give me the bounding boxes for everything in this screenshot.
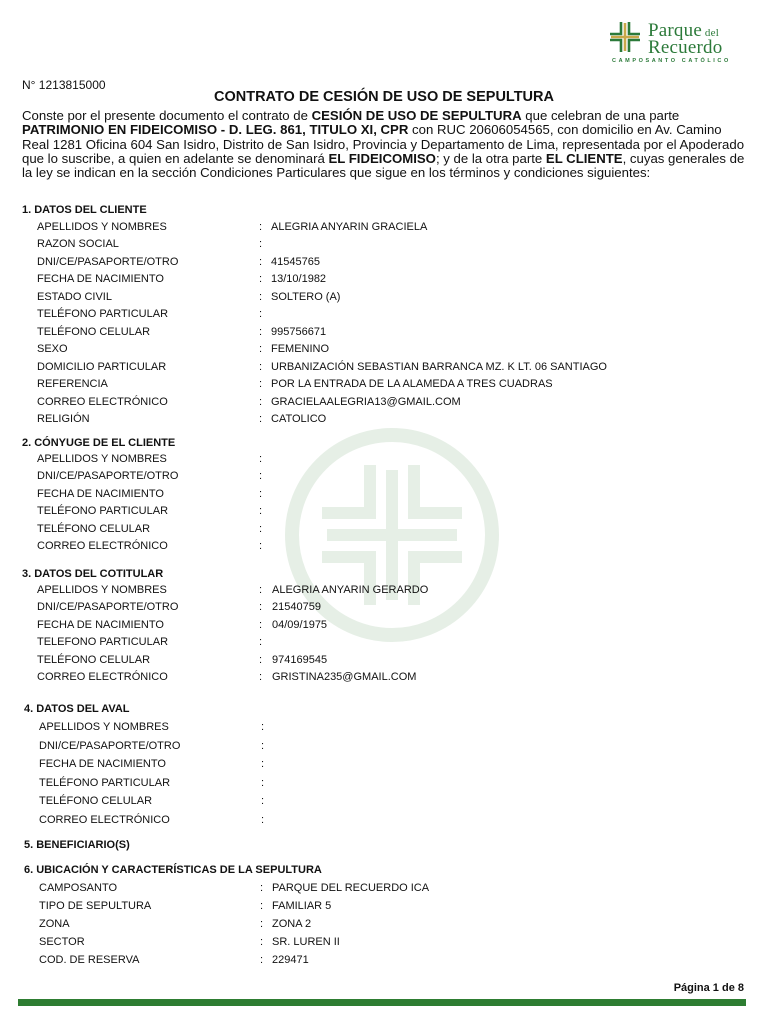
- field-label: CORREO ELECTRÓNICO: [37, 540, 168, 553]
- brand-line2: Recuerdo: [648, 37, 723, 58]
- section-title: 3. DATOS DEL COTITULAR: [22, 568, 164, 580]
- field-label: FECHA DE NACIMIENTO: [37, 618, 164, 631]
- field-value: 21540759: [272, 601, 321, 614]
- field-label: DNI/CE/PASAPORTE/OTRO: [37, 470, 179, 483]
- field-label: ESTADO CIVIL: [37, 290, 112, 303]
- field-label: COD. DE RESERVA: [39, 954, 140, 966]
- field-separator: :: [259, 308, 263, 321]
- field-value: SR. LUREN II: [272, 936, 340, 948]
- field-separator: :: [259, 505, 263, 518]
- field-separator: :: [260, 882, 264, 894]
- field-label: DNI/CE/PASAPORTE/OTRO: [39, 739, 181, 752]
- field-separator: :: [259, 221, 263, 233]
- field-separator: :: [259, 395, 263, 408]
- field-label: APELLIDOS Y NOMBRES: [37, 584, 167, 596]
- field-value: URBANIZACIÓN SEBASTIAN BARRANCA MZ. K LT. 06 SANTIAGO: [271, 360, 607, 373]
- page-indicator: Página 1 de 8: [673, 982, 744, 994]
- field-label: SECTOR: [39, 936, 85, 948]
- field-separator: :: [259, 601, 263, 614]
- field-value: PARQUE DEL RECUERDO ICA: [272, 882, 430, 894]
- field-separator: :: [259, 412, 263, 425]
- document-title: CONTRATO DE CESIÓN DE USO DE SEPULTURA: [214, 89, 554, 105]
- field-separator: :: [259, 584, 263, 596]
- field-value: ZONA 2: [272, 918, 312, 930]
- field-label: TELÉFONO PARTICULAR: [39, 776, 171, 789]
- field-separator: :: [259, 522, 263, 535]
- field-separator: :: [259, 636, 263, 649]
- intro-paragraph: Conste por el presente documento el contrato de CESIÓN DE USO DE SEPULTURA que celebran de una parte PATRIMONIO EN FIDEICOMISO - D. LEG. 861, TITULO XI, CPR con RUC 20606054565, con domicilio en Av. Camino Real 1281 Oficina 604 San Isidro, Distrito de San Isidro, Provincia y Departamento de Lima, representada por el Apoderado que lo suscribe, a quien en adelante se denominará EL FIDEICOMISO; y de la otra parte EL CLIENTE, cuyas generales de la ley se indican en la sección Condiciones Particulares que sigue en los términos y condiciones siguientes:: [22, 108, 745, 181]
- field-label: TIPO DE SEPULTURA: [39, 900, 152, 912]
- field-separator: :: [259, 378, 263, 391]
- field-separator: :: [259, 360, 263, 373]
- field-separator: :: [259, 238, 263, 251]
- field-value: POR LA ENTRADA DE LA ALAMEDA A TRES CUADRAS: [271, 378, 553, 391]
- field-value: SOLTERO (A): [271, 290, 341, 303]
- field-separator: :: [259, 487, 263, 500]
- field-separator: :: [259, 273, 263, 286]
- field-label: FECHA DE NACIMIENTO: [37, 273, 164, 286]
- field-label: TELÉFONO CELULAR: [37, 522, 151, 535]
- field-label: RELIGIÓN: [37, 412, 90, 425]
- field-value: GRISTINA235@GMAIL.COM: [272, 671, 417, 684]
- field-value: FEMENINO: [271, 343, 330, 356]
- field-separator: :: [261, 721, 265, 733]
- field-value: ALEGRIA ANYARIN GRACIELA: [271, 221, 428, 233]
- field-label: CORREO ELECTRÓNICO: [37, 395, 168, 408]
- field-value: 41545765: [271, 255, 320, 268]
- field-value: 974169545: [272, 653, 328, 666]
- field-value: 229471: [272, 954, 309, 966]
- field-separator: :: [259, 255, 263, 268]
- document-number: N° 1213815000: [22, 78, 106, 92]
- field-value: ALEGRIA ANYARIN GERARDO: [272, 584, 429, 596]
- brand-logo: [608, 20, 748, 70]
- field-label: TELÉFONO PARTICULAR: [37, 505, 169, 518]
- field-separator: :: [259, 453, 263, 465]
- field-separator: :: [261, 814, 265, 826]
- footer-bar: [18, 999, 746, 1006]
- field-value: 995756671: [271, 325, 327, 338]
- field-separator: :: [261, 739, 265, 752]
- field-value: CATOLICO: [271, 412, 327, 425]
- field-separator: :: [260, 954, 264, 966]
- field-label: APELLIDOS Y NOMBRES: [37, 221, 167, 233]
- section-title: 5. BENEFICIARIO(S): [24, 839, 130, 851]
- field-value: FAMILIAR 5: [272, 900, 332, 912]
- field-label: TELEFONO PARTICULAR: [37, 636, 169, 649]
- field-separator: :: [259, 343, 263, 356]
- field-label: CAMPOSANTO: [39, 882, 118, 894]
- field-separator: :: [259, 470, 263, 483]
- field-separator: :: [259, 325, 263, 338]
- section-title: 6. UBICACIÓN Y CARACTERÍSTICAS DE LA SEPULTURA: [24, 864, 322, 876]
- field-label: DOMICILIO PARTICULAR: [37, 360, 167, 373]
- field-separator: :: [259, 618, 263, 631]
- brand-tagline: CAMPOSANTO CATÓLICO: [612, 58, 731, 64]
- field-label: ZONA: [39, 918, 70, 930]
- section-title: 4. DATOS DEL AVAL: [24, 703, 130, 715]
- field-label: APELLIDOS Y NOMBRES: [37, 453, 167, 465]
- field-label: TELÉFONO CELULAR: [39, 795, 153, 808]
- field-separator: :: [260, 918, 264, 930]
- field-separator: :: [260, 900, 264, 912]
- field-label: TELÉFONO CELULAR: [37, 653, 151, 666]
- field-label: APELLIDOS Y NOMBRES: [39, 721, 169, 733]
- section-title: 1. DATOS DEL CLIENTE: [22, 204, 147, 216]
- brand-line1: Parque del: [648, 20, 719, 41]
- field-label: FECHA DE NACIMIENTO: [37, 487, 164, 500]
- field-value: 04/09/1975: [272, 618, 328, 631]
- field-label: TELÉFONO PARTICULAR: [37, 308, 169, 321]
- field-label: TELÉFONO CELULAR: [37, 325, 151, 338]
- field-label: DNI/CE/PASAPORTE/OTRO: [37, 255, 179, 268]
- field-label: SEXO: [37, 343, 68, 356]
- cross-logo-icon: [608, 20, 642, 54]
- field-label: REFERENCIA: [37, 378, 108, 391]
- field-separator: :: [259, 290, 263, 303]
- field-separator: :: [259, 653, 263, 666]
- section-title: 2. CÓNYUGE DE EL CLIENTE: [22, 437, 176, 449]
- field-separator: :: [259, 671, 263, 684]
- field-separator: :: [259, 540, 263, 553]
- field-value: GRACIELAALEGRIA13@GMAIL.COM: [271, 395, 461, 408]
- field-label: CORREO ELECTRÓNICO: [39, 814, 170, 826]
- field-label: FECHA DE NACIMIENTO: [39, 758, 166, 771]
- field-separator: :: [260, 936, 264, 948]
- field-label: RAZON SOCIAL: [37, 238, 119, 251]
- field-value: 13/10/1982: [271, 273, 327, 286]
- field-label: DNI/CE/PASAPORTE/OTRO: [37, 601, 179, 614]
- field-separator: :: [261, 795, 265, 808]
- field-separator: :: [261, 758, 265, 771]
- field-separator: :: [261, 776, 265, 789]
- field-label: CORREO ELECTRÓNICO: [37, 671, 168, 684]
